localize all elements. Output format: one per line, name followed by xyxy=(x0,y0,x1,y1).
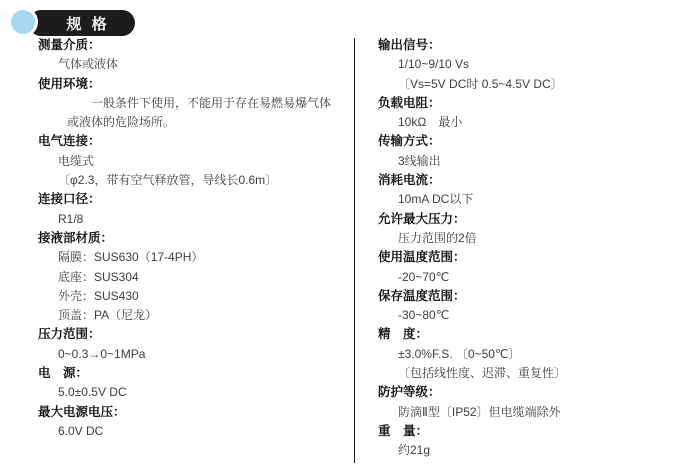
spec-item xyxy=(378,325,700,383)
spec-item xyxy=(378,210,700,249)
spec-label: 压力范围： xyxy=(38,327,101,342)
spec-label: 防护等级： xyxy=(378,385,441,400)
spec-value: 0~0.3→0~1MPa xyxy=(58,346,146,361)
spec-value: 防滴Ⅱ型〔IP52〕但电缆端除外 xyxy=(398,404,561,419)
spec-item xyxy=(38,403,354,442)
spec-value: -30~80℃ xyxy=(398,308,450,323)
section-bullet-circle xyxy=(8,7,38,37)
spec-label: 电 源： xyxy=(38,366,89,381)
spec-value: 底座：SUS304 xyxy=(58,269,139,284)
spec-value: ±3.0%F.S. 〔0~50℃〕 xyxy=(398,346,521,361)
spec-label: 输出信号： xyxy=(378,38,441,52)
spec-value: 〔Vs=5V DC时 0.5~4.5V DC〕 xyxy=(398,76,563,91)
spec-value: 1/10~9/10 Vs xyxy=(398,57,470,72)
spec-item xyxy=(378,171,700,210)
section-header xyxy=(0,0,300,40)
spec-item xyxy=(38,190,354,229)
spec-label: 消耗电流： xyxy=(378,173,441,188)
spec-label: 接液部材质： xyxy=(38,230,114,245)
spec-value: 〔包括线性度、迟滞、重复性〕 xyxy=(398,366,567,381)
spec-column-left xyxy=(0,36,354,461)
spec-value: 外壳：SUS430 xyxy=(58,288,139,303)
spec-item xyxy=(38,75,354,133)
spec-label: 负载电阻： xyxy=(378,95,441,110)
spec-value: 压力范围的2倍 xyxy=(398,230,477,245)
spec-item xyxy=(378,36,700,94)
spec-item xyxy=(378,383,700,422)
spec-label: 使用环境： xyxy=(38,76,101,91)
spec-value: 10kΩ 最小 xyxy=(398,115,463,130)
spec-value: 5.0±0.5V DC xyxy=(58,385,127,400)
spec-value: 约21g xyxy=(398,443,431,458)
spec-label: 保存温度范围： xyxy=(378,288,466,303)
spec-item xyxy=(38,325,354,364)
spec-value: -20~70℃ xyxy=(398,269,450,284)
spec-item xyxy=(378,248,700,287)
spec-item xyxy=(378,132,700,171)
spec-item xyxy=(38,132,354,190)
spec-label: 允许最大压力： xyxy=(378,211,466,226)
spec-value: 3线输出 xyxy=(398,153,441,168)
spec-item xyxy=(378,94,700,133)
spec-column-right xyxy=(354,36,700,461)
spec-label: 使用温度范围： xyxy=(378,250,466,265)
section-title: 规 格 xyxy=(66,15,110,33)
spec-label: 精 度： xyxy=(378,327,429,342)
spec-item xyxy=(378,422,700,461)
spec-value: 10mA DC以下 xyxy=(398,192,474,207)
spec-value: 或液体的危险场所。 xyxy=(67,115,176,130)
spec-value: 隔膜：SUS630（17-4PH） xyxy=(58,250,204,265)
spec-item xyxy=(38,229,354,325)
spec-item xyxy=(38,36,354,75)
spec-value: 气体或液体 xyxy=(58,57,119,72)
spec-label: 传输方式： xyxy=(378,134,441,149)
spec-label: 测量介质： xyxy=(38,38,101,52)
spec-label: 电气连接： xyxy=(38,134,101,149)
spec-item xyxy=(378,287,700,326)
spec-value: 电缆式 xyxy=(58,153,95,168)
spec-label: 连接口径： xyxy=(38,192,101,207)
spec-value: 一般条件下使用，不能用于存在易燃易爆气体 xyxy=(91,95,332,110)
spec-item xyxy=(38,364,354,403)
spec-value: 6.0V DC xyxy=(58,423,104,438)
spec-value: 顶盖：PA（尼龙） xyxy=(58,308,158,323)
spec-value: 〔φ2.3，带有空气释放管，导线长0.6m〕 xyxy=(58,173,278,188)
spec-value: R1/8 xyxy=(58,211,84,226)
spec-columns xyxy=(0,36,700,461)
spec-label: 最大电源电压： xyxy=(38,404,126,419)
section-title-pill xyxy=(29,10,135,36)
spec-label: 重 量： xyxy=(378,423,429,438)
